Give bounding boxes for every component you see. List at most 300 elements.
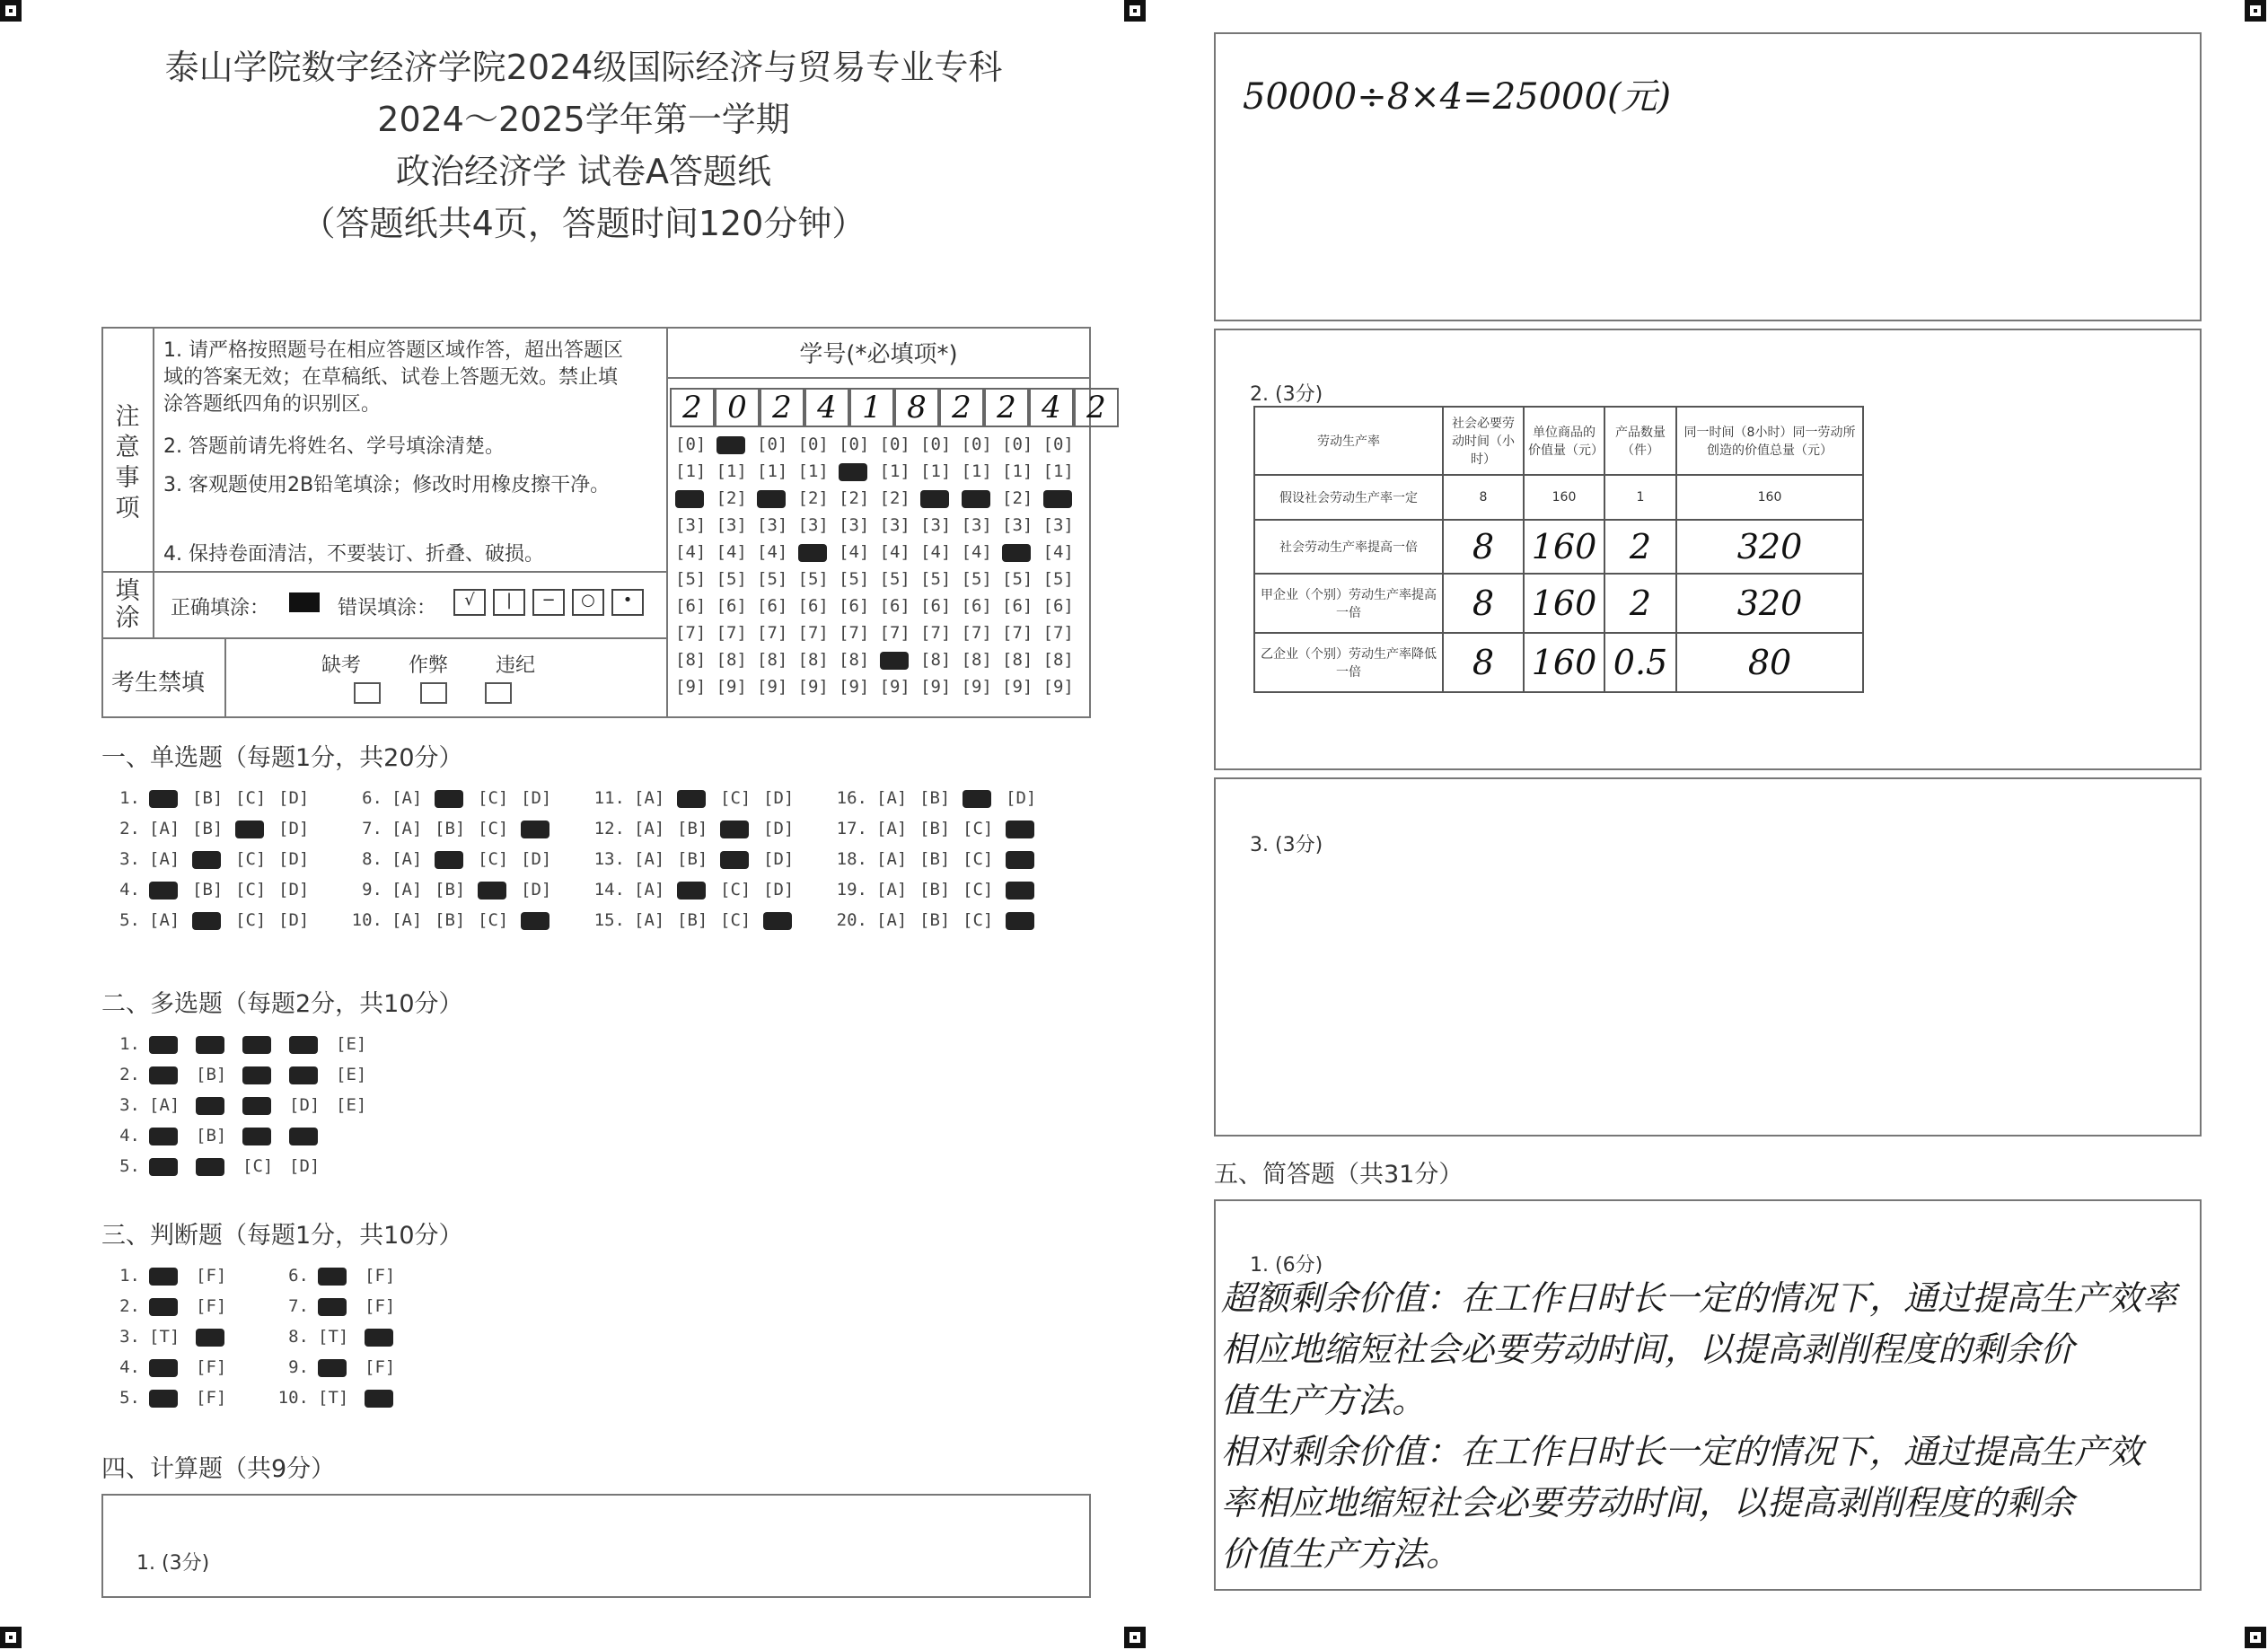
- answer-option[interactable]: [1006, 849, 1049, 869]
- id-bubble[interactable]: [5]: [797, 569, 829, 589]
- answer-row: [106, 1126, 336, 1145]
- id-bubble[interactable]: [0]: [839, 434, 870, 454]
- answer-option[interactable]: [149, 1156, 196, 1176]
- answer-option[interactable]: [E]: [336, 1065, 367, 1084]
- id-bubble[interactable]: [3]: [675, 515, 707, 535]
- id-bubble[interactable]: [1]: [961, 461, 992, 481]
- id-bubble[interactable]: [4]: [675, 542, 707, 562]
- answer-row: [106, 1266, 242, 1286]
- answer-option[interactable]: [D]: [278, 880, 310, 900]
- answer-option[interactable]: [521, 910, 564, 930]
- student-id-label: 学号(*必填项*): [799, 341, 958, 368]
- answer-option[interactable]: [720, 819, 763, 838]
- answer-option[interactable]: [A]: [634, 819, 665, 838]
- id-bubble[interactable]: [6]: [1042, 596, 1074, 616]
- id-bubble[interactable]: [675, 488, 704, 508]
- id-bubble[interactable]: [8]: [1042, 650, 1074, 670]
- notice-item-1: 1. 请严格按照题号在相应答题区域作答，超出答题区域的答案无效；在草稿纸、试卷上答题无效。禁止填涂答题纸四角的识别区。: [163, 339, 623, 416]
- id-bubble[interactable]: [7]: [1002, 623, 1033, 643]
- answer-option[interactable]: [A]: [876, 849, 908, 869]
- id-bubble[interactable]: [3]: [961, 515, 992, 535]
- id-bubble[interactable]: [2]: [1002, 488, 1033, 508]
- answer-option[interactable]: [A]: [391, 880, 423, 900]
- answer-option[interactable]: [A]: [149, 819, 180, 838]
- id-bubble[interactable]: [9]: [879, 677, 910, 697]
- answer-option[interactable]: [521, 819, 564, 838]
- id-bubble[interactable]: [1]: [797, 461, 829, 481]
- id-bubble[interactable]: [9]: [839, 677, 870, 697]
- id-bubble[interactable]: [7]: [757, 623, 788, 643]
- table-cell-handwritten: 160: [1524, 633, 1604, 692]
- id-bubble[interactable]: [9]: [1042, 677, 1074, 697]
- answer-option[interactable]: [C]: [478, 819, 509, 838]
- id-bubble[interactable]: [5]: [675, 569, 707, 589]
- answer-row: [106, 788, 321, 808]
- answer-option[interactable]: [A]: [391, 910, 423, 930]
- answer-option[interactable]: [T]: [318, 1327, 349, 1347]
- answer-option[interactable]: [C]: [242, 1156, 274, 1176]
- table-header-quantity: 产品数量（件）: [1604, 407, 1676, 475]
- id-bubble[interactable]: [9]: [675, 677, 707, 697]
- answer-option[interactable]: [F]: [365, 1266, 396, 1286]
- forbidden-cheat: 作弊: [409, 654, 449, 677]
- answer-option[interactable]: [A]: [391, 788, 423, 808]
- answer-option[interactable]: [149, 1266, 196, 1286]
- id-bubble[interactable]: [7]: [675, 623, 707, 643]
- answer-option[interactable]: [F]: [196, 1296, 227, 1316]
- id-bubble[interactable]: [8]: [757, 650, 788, 670]
- id-bubble[interactable]: [3]: [1002, 515, 1033, 535]
- answer-option[interactable]: [149, 1388, 196, 1408]
- answer-option[interactable]: [196, 1034, 242, 1054]
- answer-option[interactable]: [1006, 819, 1049, 838]
- answer-option[interactable]: [435, 788, 478, 808]
- id-bubble[interactable]: [5]: [716, 569, 747, 589]
- id-bubble[interactable]: [0]: [1002, 434, 1033, 454]
- id-bubble[interactable]: [7]: [716, 623, 747, 643]
- answer-option[interactable]: [B]: [677, 849, 708, 869]
- id-bubble[interactable]: [6]: [961, 596, 992, 616]
- id-bubble[interactable]: [1]: [920, 461, 952, 481]
- question-number: 16.: [836, 788, 867, 808]
- answer-option[interactable]: [D]: [278, 788, 310, 808]
- id-bubble[interactable]: [2]: [839, 488, 870, 508]
- id-bubble[interactable]: [9]: [1002, 677, 1033, 697]
- answer-option[interactable]: [D]: [763, 788, 795, 808]
- answer-option[interactable]: [242, 1126, 289, 1145]
- answer-option[interactable]: [235, 819, 278, 838]
- answer-option[interactable]: [C]: [963, 880, 994, 900]
- answer-row: [106, 1388, 242, 1408]
- question-number: 17.: [836, 819, 867, 838]
- answer-option[interactable]: [C]: [478, 849, 509, 869]
- id-bubble[interactable]: [7]: [879, 623, 910, 643]
- id-bubble[interactable]: [5]: [1002, 569, 1033, 589]
- answer-option[interactable]: [D]: [521, 788, 552, 808]
- id-bubble[interactable]: [0]: [757, 434, 788, 454]
- answer-option[interactable]: [C]: [235, 849, 267, 869]
- answer-option[interactable]: [C]: [720, 788, 752, 808]
- table-row-label: 乙企业（个别）劳动生产率降低一倍: [1254, 633, 1443, 692]
- answer-option[interactable]: [C]: [963, 910, 994, 930]
- answer-option[interactable]: [B]: [677, 819, 708, 838]
- corner-mark-top-right: [2245, 0, 2266, 22]
- id-bubble[interactable]: [7]: [839, 623, 870, 643]
- answer-option[interactable]: [B]: [192, 819, 224, 838]
- short-q1-label: 1. (6分): [1250, 1254, 1323, 1277]
- question-number: 1.: [119, 788, 140, 808]
- answer-option[interactable]: [C]: [720, 910, 752, 930]
- id-bubble[interactable]: [8]: [839, 650, 870, 670]
- id-bubble[interactable]: [7]: [1042, 623, 1074, 643]
- answer-option[interactable]: [E]: [336, 1095, 367, 1115]
- answer-row: [275, 1296, 411, 1316]
- id-bubble[interactable]: [3]: [1042, 515, 1074, 535]
- id-bubble[interactable]: [5]: [839, 569, 870, 589]
- id-bubble[interactable]: [3]: [879, 515, 910, 535]
- checkbox-absent[interactable]: [354, 682, 381, 704]
- wrong-mark-dot: •: [611, 589, 644, 616]
- id-bubble[interactable]: [2]: [797, 488, 829, 508]
- question-number: 5.: [119, 1156, 140, 1176]
- question-number: 3.: [119, 1327, 140, 1347]
- answer-option[interactable]: [F]: [196, 1388, 227, 1408]
- answer-option[interactable]: [149, 1065, 196, 1084]
- answer-option[interactable]: [A]: [391, 819, 423, 838]
- answer-option[interactable]: [192, 910, 235, 930]
- calc-q2-label: 2. (3分): [1250, 383, 1323, 406]
- id-bubble[interactable]: [8]: [675, 650, 707, 670]
- answer-option[interactable]: [C]: [235, 880, 267, 900]
- answer-option[interactable]: [D]: [763, 819, 795, 838]
- answer-option[interactable]: [365, 1327, 411, 1347]
- answer-option[interactable]: [318, 1296, 365, 1316]
- id-bubble[interactable]: [920, 488, 949, 508]
- table-row-label: 甲企业（个别）劳动生产率提高一倍: [1254, 574, 1443, 633]
- id-bubble[interactable]: [0]: [879, 434, 910, 454]
- id-bubble[interactable]: [1043, 488, 1072, 508]
- question-number: 9.: [362, 880, 382, 900]
- answer-option[interactable]: [D]: [521, 849, 552, 869]
- answer-option[interactable]: [C]: [478, 910, 509, 930]
- id-bubble[interactable]: [0]: [920, 434, 952, 454]
- id-bubble[interactable]: [9]: [920, 677, 952, 697]
- question-number: 2.: [119, 1065, 140, 1084]
- answer-option[interactable]: [D]: [521, 880, 552, 900]
- answer-option[interactable]: [677, 880, 720, 900]
- answer-row: [348, 849, 564, 869]
- id-bubble[interactable]: [2]: [879, 488, 910, 508]
- answer-option[interactable]: [A]: [634, 788, 665, 808]
- calc-q1-answer: 50000÷8×4=25000(元): [1243, 76, 1672, 118]
- id-bubble[interactable]: [6]: [1002, 596, 1033, 616]
- id-bubble[interactable]: [8]: [716, 650, 747, 670]
- table-cell-handwritten: 320: [1676, 520, 1863, 574]
- answer-option[interactable]: [318, 1357, 365, 1377]
- answer-option[interactable]: [D]: [278, 849, 310, 869]
- calc-q1-box: [101, 1494, 1091, 1598]
- id-bubble[interactable]: [9]: [797, 677, 829, 697]
- answer-option[interactable]: [D]: [278, 910, 310, 930]
- question-number: 1.: [119, 1266, 140, 1286]
- id-bubble[interactable]: [9]: [961, 677, 992, 697]
- id-bubble[interactable]: [7]: [797, 623, 829, 643]
- id-bubble[interactable]: [6]: [879, 596, 910, 616]
- answer-option[interactable]: [149, 788, 192, 808]
- forbidden-violate: 违纪: [496, 654, 536, 677]
- id-bubble[interactable]: [4]: [879, 542, 910, 562]
- answer-line: 超额剩余价值：在工作日时长一定的情况下，通过提高生产效率: [1221, 1278, 2177, 1318]
- answer-option[interactable]: [289, 1034, 336, 1054]
- answer-option[interactable]: [C]: [235, 788, 267, 808]
- answer-option[interactable]: [B]: [435, 819, 466, 838]
- id-bubble[interactable]: [0]: [797, 434, 829, 454]
- table-row-label: 社会劳动生产率提高一倍: [1254, 520, 1443, 574]
- id-bubble[interactable]: [8]: [961, 650, 992, 670]
- answer-option[interactable]: [F]: [365, 1296, 396, 1316]
- answer-option[interactable]: [E]: [336, 1034, 367, 1054]
- id-bubble[interactable]: [0]: [1042, 434, 1074, 454]
- id-bubble[interactable]: [0]: [675, 434, 707, 454]
- answer-option[interactable]: [D]: [763, 849, 795, 869]
- id-bubble[interactable]: [0]: [961, 434, 992, 454]
- id-bubble[interactable]: [5]: [879, 569, 910, 589]
- id-bubble[interactable]: [5]: [961, 569, 992, 589]
- table-cell-handwritten: 8: [1443, 520, 1524, 574]
- short-q1-answer: [1221, 1273, 2191, 1580]
- question-number: 18.: [836, 849, 867, 869]
- answer-option[interactable]: [289, 1126, 336, 1145]
- answer-option[interactable]: [D]: [763, 880, 795, 900]
- answer-option[interactable]: [D]: [289, 1095, 321, 1115]
- answer-row: [275, 1266, 411, 1286]
- question-number: 6.: [362, 788, 382, 808]
- answer-option[interactable]: [963, 788, 1006, 808]
- answer-option[interactable]: [B]: [919, 910, 951, 930]
- question-number: 10.: [351, 910, 382, 930]
- answer-option[interactable]: [1006, 910, 1049, 930]
- answer-option[interactable]: [242, 1034, 289, 1054]
- notice-label: 注意事项: [115, 403, 140, 522]
- answer-option[interactable]: [365, 1388, 411, 1408]
- answer-option[interactable]: [149, 1126, 196, 1145]
- id-bubble[interactable]: [1002, 542, 1031, 562]
- answer-option[interactable]: [B]: [919, 788, 951, 808]
- answer-row: [591, 880, 806, 900]
- answer-option[interactable]: [F]: [365, 1357, 396, 1377]
- id-bubble[interactable]: [6]: [920, 596, 952, 616]
- section-judge-title: 三、判断题（每题1分，共10分）: [101, 1222, 463, 1250]
- answer-row: [106, 1065, 382, 1084]
- checkbox-violate[interactable]: [485, 682, 512, 704]
- answer-option[interactable]: [B]: [435, 910, 466, 930]
- id-bubble[interactable]: [7]: [961, 623, 992, 643]
- checkbox-cheat[interactable]: [420, 682, 447, 704]
- answer-row: [591, 910, 806, 930]
- answer-option[interactable]: [B]: [196, 1126, 227, 1145]
- answer-option[interactable]: [B]: [435, 880, 466, 900]
- id-bubble[interactable]: [5]: [757, 569, 788, 589]
- answer-option[interactable]: [242, 1065, 289, 1084]
- answer-option[interactable]: [289, 1065, 336, 1084]
- question-number: 8.: [288, 1327, 309, 1347]
- answer-option[interactable]: [A]: [391, 849, 423, 869]
- answer-option[interactable]: [F]: [196, 1266, 227, 1286]
- id-bubble[interactable]: [839, 461, 867, 481]
- answer-option[interactable]: [318, 1266, 365, 1286]
- answer-option[interactable]: [149, 1357, 196, 1377]
- question-number: 10.: [277, 1388, 309, 1408]
- answer-option[interactable]: [A]: [634, 880, 665, 900]
- id-bubble[interactable]: [8]: [920, 650, 952, 670]
- question-number: 2.: [119, 1296, 140, 1316]
- answer-option[interactable]: [192, 849, 235, 869]
- question-number: 19.: [836, 880, 867, 900]
- id-bubble[interactable]: [1]: [716, 461, 747, 481]
- id-bubble[interactable]: [4]: [961, 542, 992, 562]
- id-bubble[interactable]: [3]: [716, 515, 747, 535]
- answer-option[interactable]: [A]: [634, 849, 665, 869]
- answer-option[interactable]: [B]: [677, 910, 708, 930]
- id-bubble[interactable]: [6]: [839, 596, 870, 616]
- answer-option[interactable]: [A]: [876, 880, 908, 900]
- answer-option[interactable]: [B]: [919, 849, 951, 869]
- id-bubble[interactable]: [6]: [716, 596, 747, 616]
- answer-option[interactable]: [196, 1156, 242, 1176]
- id-bubble[interactable]: [8]: [797, 650, 829, 670]
- answer-option[interactable]: [A]: [876, 910, 908, 930]
- id-bubble[interactable]: [1]: [1042, 461, 1074, 481]
- header-note: （答题纸共4页，答题时间120分钟）: [301, 204, 866, 243]
- answer-option[interactable]: [A]: [149, 1095, 180, 1115]
- answer-option[interactable]: [720, 849, 763, 869]
- id-bubble[interactable]: [2]: [716, 488, 747, 508]
- table-header-productivity: 劳动生产率: [1254, 407, 1443, 475]
- answer-option[interactable]: [B]: [192, 788, 224, 808]
- answer-option[interactable]: [C]: [235, 910, 267, 930]
- answer-option[interactable]: [196, 1095, 242, 1115]
- wrong-mark-bar: |: [493, 589, 525, 616]
- answer-option[interactable]: [T]: [149, 1327, 180, 1347]
- answer-option[interactable]: [F]: [196, 1357, 227, 1377]
- id-bubble[interactable]: [5]: [1042, 569, 1074, 589]
- id-bubble[interactable]: [9]: [757, 677, 788, 697]
- section-short-title: 五、简答题（共31分）: [1214, 1161, 1464, 1189]
- answer-line: 值生产方法。: [1221, 1381, 1427, 1420]
- id-bubble[interactable]: [4]: [1042, 542, 1074, 562]
- wrong-fill-samples: [453, 589, 644, 616]
- id-bubble[interactable]: [4]: [757, 542, 788, 562]
- id-bubble[interactable]: [1]: [757, 461, 788, 481]
- id-bubble[interactable]: [3]: [839, 515, 870, 535]
- id-bubble[interactable]: [4]: [839, 542, 870, 562]
- answer-option[interactable]: [C]: [963, 849, 994, 869]
- answer-option[interactable]: [1006, 880, 1049, 900]
- id-bubble[interactable]: [1]: [1002, 461, 1033, 481]
- answer-option[interactable]: [B]: [192, 880, 224, 900]
- id-bubble[interactable]: [6]: [797, 596, 829, 616]
- header-term: 2024～2025学年第一学期: [377, 100, 790, 139]
- answer-row: [591, 788, 806, 808]
- answer-option[interactable]: [B]: [196, 1065, 227, 1084]
- answer-option[interactable]: [B]: [919, 880, 951, 900]
- correct-fill-sample: [289, 592, 320, 612]
- answer-row: [275, 1357, 411, 1377]
- fill-label: 填涂: [115, 577, 140, 632]
- header-exam: 政治经济学 试卷A答题纸: [395, 152, 772, 191]
- id-bubble[interactable]: [8]: [1002, 650, 1033, 670]
- table-header-labor-time: 社会必要劳动时间（小时）: [1443, 407, 1524, 475]
- id-bubble[interactable]: [4]: [920, 542, 952, 562]
- id-bubble[interactable]: [716, 434, 745, 454]
- id-bubble[interactable]: [798, 542, 827, 562]
- answer-option[interactable]: [A]: [876, 819, 908, 838]
- id-bubble[interactable]: [6]: [675, 596, 707, 616]
- answer-option[interactable]: [C]: [720, 880, 752, 900]
- answer-option[interactable]: [196, 1327, 242, 1347]
- answer-line: 相对剩余价值：在工作日时长一定的情况下，通过提高生产效: [1221, 1432, 2143, 1471]
- answer-option[interactable]: [C]: [963, 819, 994, 838]
- notice-item-3: 3. 客观题使用2B铅笔填涂；修改时用橡皮擦干净。: [163, 474, 611, 496]
- answer-option[interactable]: [C]: [478, 788, 509, 808]
- table-header-unit-value: 单位商品的价值量（元）: [1524, 407, 1604, 475]
- question-number: 7.: [288, 1296, 309, 1316]
- id-bubble[interactable]: [962, 488, 990, 508]
- answer-row: [275, 1388, 411, 1408]
- answer-option[interactable]: [677, 788, 720, 808]
- answer-option[interactable]: [D]: [278, 819, 310, 838]
- answer-option[interactable]: [A]: [149, 849, 180, 869]
- answer-option[interactable]: [A]: [149, 910, 180, 930]
- id-bubble[interactable]: [1]: [675, 461, 707, 481]
- answer-row: [106, 880, 321, 900]
- question-number: 4.: [119, 1126, 140, 1145]
- corner-mark-bottom-middle: [1124, 1627, 1146, 1648]
- answer-option[interactable]: [763, 910, 806, 930]
- id-bubble[interactable]: [3]: [757, 515, 788, 535]
- answer-option[interactable]: [149, 1034, 196, 1054]
- answer-option[interactable]: [435, 849, 478, 869]
- answer-option[interactable]: [478, 880, 521, 900]
- id-bubble[interactable]: [5]: [920, 569, 952, 589]
- id-bubble[interactable]: [3]: [797, 515, 829, 535]
- answer-option[interactable]: [D]: [1006, 788, 1037, 808]
- id-bubble[interactable]: [4]: [716, 542, 747, 562]
- question-number: 13.: [593, 849, 625, 869]
- wrong-fill-label: 错误填涂：: [338, 597, 437, 619]
- answer-option[interactable]: [149, 880, 192, 900]
- answer-option[interactable]: [D]: [289, 1156, 321, 1176]
- answer-row: [348, 880, 564, 900]
- id-bubble[interactable]: [3]: [920, 515, 952, 535]
- header-school: 泰山学院数字经济学院2024级国际经济与贸易专业专科: [164, 48, 1003, 87]
- id-bubble[interactable]: [1]: [879, 461, 910, 481]
- id-bubble[interactable]: [7]: [920, 623, 952, 643]
- answer-option[interactable]: [149, 1296, 196, 1316]
- id-bubble[interactable]: [6]: [757, 596, 788, 616]
- answer-option[interactable]: [B]: [919, 819, 951, 838]
- answer-row: [591, 819, 806, 838]
- answer-option[interactable]: [242, 1095, 289, 1115]
- id-bubble[interactable]: [9]: [716, 677, 747, 697]
- answer-option[interactable]: [T]: [318, 1388, 349, 1408]
- question-number: 3.: [119, 1095, 140, 1115]
- id-bubble[interactable]: [880, 650, 909, 670]
- answer-option[interactable]: [A]: [876, 788, 908, 808]
- answer-option[interactable]: [A]: [634, 910, 665, 930]
- id-bubble[interactable]: [757, 488, 786, 508]
- table-cell-handwritten: 160: [1524, 520, 1604, 574]
